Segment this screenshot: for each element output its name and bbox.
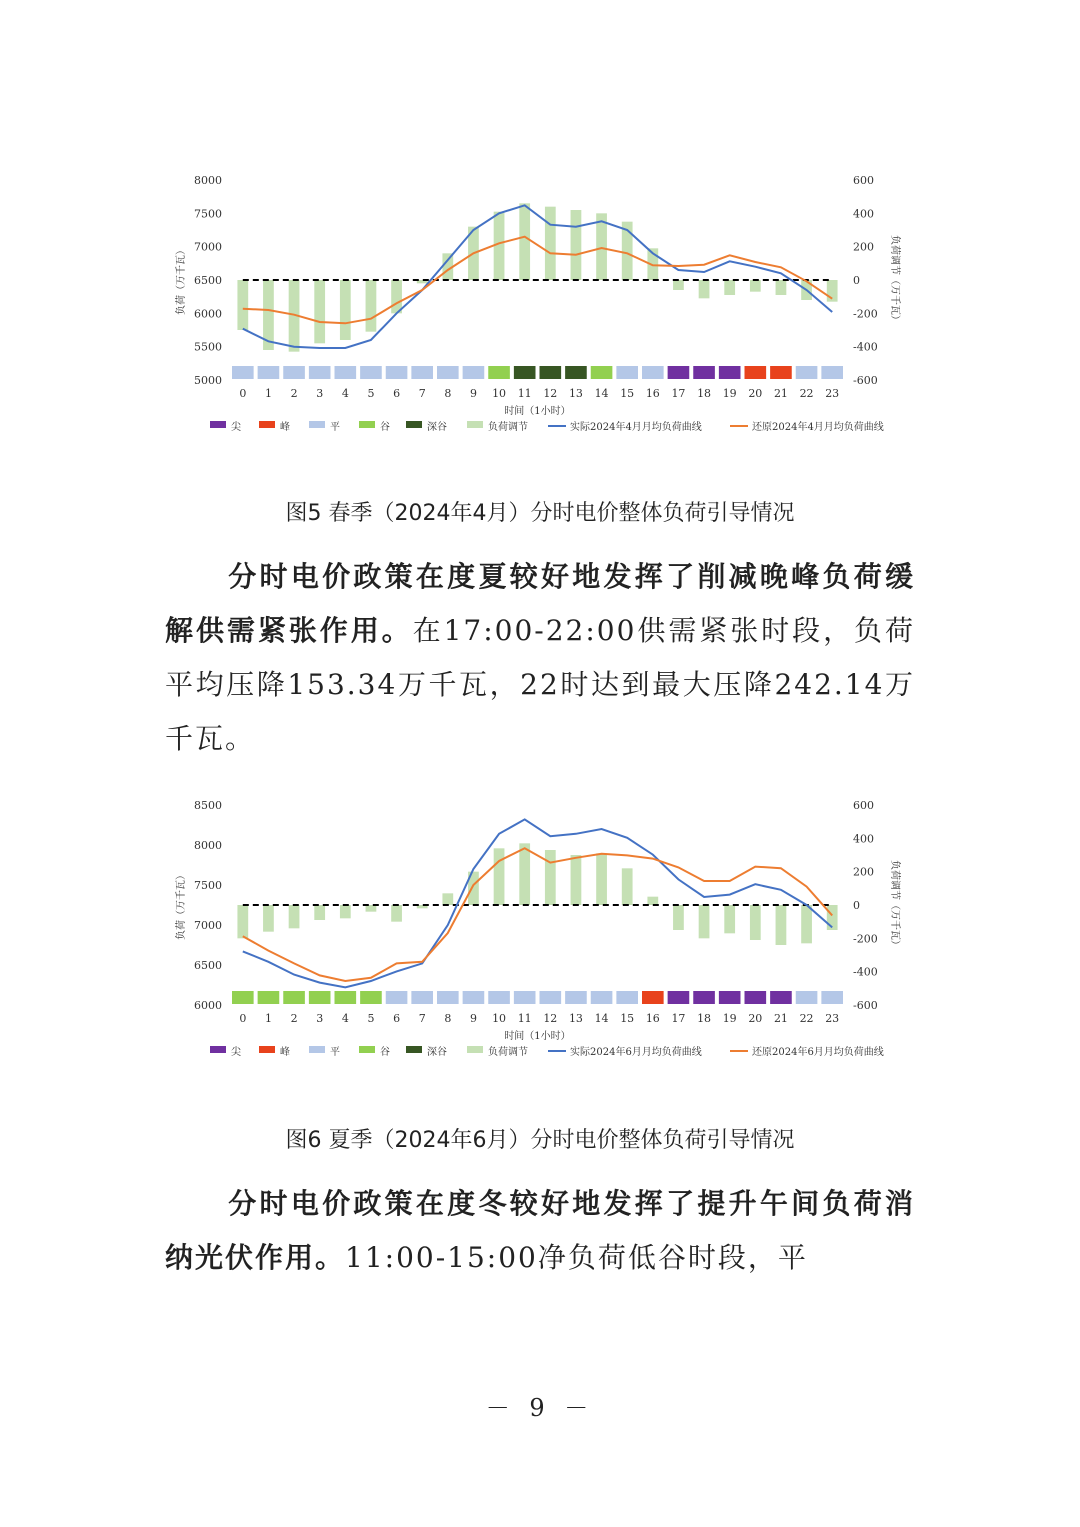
y-right-axis-title: 负荷调节（万千瓦） (889, 235, 900, 325)
x-tick-label: 10 (492, 1012, 507, 1025)
legend-label: 谷 (380, 422, 390, 433)
paragraph-summer-lead: 分时电价政策在度夏较好地发挥了削减晚峰负荷缓解供需紧张作用。 (165, 560, 915, 647)
period-cell-peak-top (693, 366, 715, 379)
period-cell-peak (745, 366, 767, 379)
y-right-tick-label: -600 (853, 374, 878, 387)
x-tick-label: 9 (469, 1012, 477, 1025)
adjustment-bar (314, 905, 325, 920)
period-cell-valley (309, 991, 331, 1004)
x-tick-label: 3 (316, 387, 324, 400)
adjustment-bar (289, 905, 300, 928)
adjustment-bar (237, 905, 248, 938)
legend-label: 还原2024年6月月均负荷曲线 (752, 1047, 884, 1058)
adjustment-bar (673, 905, 684, 930)
period-cell-peak (642, 991, 664, 1004)
x-tick-label: 8 (444, 387, 452, 400)
period-cell-peak-top (693, 991, 715, 1004)
period-cell-flat (463, 366, 485, 379)
chart-summer (0, 790, 1080, 1075)
x-tick-label: 6 (393, 1012, 401, 1025)
legend-swatch-adjust-bar (467, 421, 483, 428)
x-tick-label: 17 (671, 1012, 686, 1025)
period-cell-flat (488, 991, 510, 1004)
period-cell-flat (360, 366, 382, 379)
y-right-tick-label: -400 (853, 340, 878, 354)
legend-swatch-deep-valley (406, 1046, 422, 1053)
period-cell-flat (591, 991, 613, 1004)
x-tick-label: 8 (444, 1012, 452, 1025)
y-right-tick-label: 400 (853, 207, 874, 221)
period-cell-flat (309, 366, 331, 379)
x-tick-label: 11 (517, 1012, 532, 1025)
adjustment-bar (571, 210, 582, 280)
legend-swatch-flat (309, 1046, 325, 1053)
x-tick-label: 16 (645, 387, 660, 400)
period-cell-flat (821, 991, 843, 1004)
paragraph-summer (165, 550, 915, 766)
x-tick-label: 5 (367, 387, 375, 400)
period-cell-flat (565, 991, 587, 1004)
paragraph-winter (165, 1177, 915, 1285)
x-tick-label: 4 (341, 1012, 349, 1025)
y-right-tick-label: 0 (853, 899, 860, 912)
legend-label: 峰 (280, 422, 290, 433)
period-cell-peak-top (719, 991, 741, 1004)
adjustment-bar (699, 905, 710, 938)
period-cell-flat (386, 366, 408, 379)
legend-swatch-peak (259, 1046, 275, 1053)
x-tick-label: 18 (697, 387, 712, 400)
y-left-axis-title: 负荷（万千瓦） (176, 245, 187, 315)
period-cell-flat (232, 366, 254, 379)
period-cell-deep-valley (540, 366, 562, 379)
adjustment-bar (571, 855, 582, 905)
period-cell-deep-valley (565, 366, 587, 379)
period-cell-flat (540, 991, 562, 1004)
y-right-tick-label: -200 (853, 307, 878, 321)
legend-label: 峰 (280, 1047, 290, 1058)
y-right-tick-label: 200 (853, 240, 874, 254)
adjustment-bar (340, 280, 351, 340)
figure-caption-5: 图5 春季（2024年4月）分时电价整体负荷引导情况 (285, 501, 795, 526)
page-number: － 9 － (485, 1394, 595, 1422)
x-tick-label: 13 (568, 387, 583, 400)
x-tick-label: 21 (773, 1012, 788, 1025)
chart-spring (0, 165, 1080, 450)
y-right-tick-label: 200 (853, 865, 874, 879)
x-tick-label: 23 (825, 1012, 840, 1025)
legend-swatch-valley (359, 1046, 375, 1053)
x-tick-label: 2 (290, 1012, 298, 1025)
x-tick-label: 15 (620, 1012, 635, 1025)
figure-caption-6: 图6 夏季（2024年6月）分时电价整体负荷引导情况 (285, 1128, 795, 1153)
y-right-tick-label: -200 (853, 932, 878, 946)
adjustment-bar (673, 280, 684, 290)
x-tick-label: 5 (367, 1012, 375, 1025)
y-left-tick-label: 7000 (194, 919, 222, 932)
period-cell-flat (437, 366, 459, 379)
legend-swatch-valley (359, 421, 375, 428)
adjustment-bar (391, 905, 402, 922)
legend-label: 谷 (380, 1047, 390, 1058)
x-tick-label: 20 (748, 387, 763, 400)
y-left-tick-label: 7000 (194, 240, 222, 254)
legend-label: 平 (330, 1047, 340, 1058)
y-left-tick-label: 6500 (194, 274, 222, 287)
y-left-tick-label: 8500 (194, 799, 222, 812)
period-cell-flat (437, 991, 459, 1004)
y-left-tick-label: 6000 (194, 999, 222, 1012)
adjustment-bar (391, 280, 402, 313)
legend-swatch-adjust-bar (467, 1046, 483, 1053)
period-cell-peak (770, 366, 792, 379)
x-tick-label: 20 (748, 1012, 763, 1025)
adjustment-bar (776, 280, 787, 295)
x-tick-label: 1 (264, 387, 272, 400)
actual-load-line (243, 205, 832, 348)
x-tick-label: 18 (697, 1012, 712, 1025)
adjustment-bar (750, 905, 761, 940)
x-tick-label: 14 (594, 1012, 609, 1025)
legend-swatch-flat (309, 421, 325, 428)
paragraph-winter-body: 11:00-15:00净负荷低谷时段，平 (345, 1241, 808, 1274)
x-tick-label: 21 (773, 387, 788, 400)
period-cell-valley (335, 991, 357, 1004)
x-tick-label: 15 (620, 387, 635, 400)
adjustment-bar (622, 868, 633, 905)
x-tick-label: 22 (799, 387, 814, 400)
actual-load-line (243, 819, 832, 987)
period-cell-flat (335, 366, 357, 379)
adjustment-bar (519, 203, 530, 280)
period-cell-peak-top (668, 366, 690, 379)
adjustment-bar (340, 905, 351, 918)
x-tick-label: 2 (290, 387, 298, 400)
y-left-tick-label: 8000 (194, 839, 222, 852)
period-cell-flat (386, 991, 408, 1004)
adjustment-bar (442, 893, 453, 905)
period-cell-flat (821, 366, 843, 379)
x-axis-title: 时间（1小时） (504, 406, 571, 417)
period-cell-valley (283, 991, 305, 1004)
adjustment-bar (545, 207, 556, 280)
chart-spring-svg (0, 165, 1080, 450)
period-cell-flat (514, 991, 536, 1004)
period-cell-valley (591, 366, 613, 379)
period-cell-valley (232, 991, 254, 1004)
period-cell-peak-top (719, 366, 741, 379)
legend-label: 平 (330, 422, 340, 433)
period-cell-valley (258, 991, 280, 1004)
y-right-tick-label: -600 (853, 999, 878, 1012)
paragraph-summer-body: 在17:00-22:00供需紧张时段，负荷平均压降153.34万千瓦，22时达到最大压降242.14万千瓦。 (165, 614, 915, 755)
x-tick-label: 19 (722, 387, 737, 400)
period-cell-flat (616, 366, 638, 379)
chart-summer-svg (0, 790, 1080, 1075)
period-cell-flat (796, 991, 818, 1004)
adjustment-bar (724, 280, 735, 295)
legend-label: 还原2024年4月月均负荷曲线 (752, 422, 884, 433)
period-cell-flat (616, 991, 638, 1004)
x-tick-label: 7 (418, 1012, 426, 1025)
x-tick-label: 3 (316, 1012, 324, 1025)
period-cell-peak-top (668, 991, 690, 1004)
period-cell-flat (411, 991, 433, 1004)
x-tick-label: 1 (264, 1012, 272, 1025)
period-cell-flat (411, 366, 433, 379)
y-right-tick-label: 400 (853, 832, 874, 846)
period-cell-deep-valley (514, 366, 536, 379)
adjustment-bar (494, 848, 505, 905)
legend-label: 深谷 (427, 422, 447, 433)
x-tick-label: 6 (393, 387, 401, 400)
period-cell-flat (258, 366, 280, 379)
x-tick-label: 9 (469, 387, 477, 400)
adjustment-bar (647, 897, 658, 905)
period-cell-flat (283, 366, 305, 379)
y-left-tick-label: 6000 (194, 307, 222, 321)
x-tick-label: 0 (239, 387, 247, 400)
period-cell-peak-top (770, 991, 792, 1004)
adjustment-bar (314, 280, 325, 343)
period-cell-flat (463, 991, 485, 1004)
adjustment-bar (263, 905, 274, 932)
legend-label: 实际2024年4月月均负荷曲线 (570, 422, 702, 433)
paragraph-winter-lead: 分时电价政策在度冬较好地发挥了提升午间负荷消纳光伏作用。 (165, 1187, 915, 1274)
x-tick-label: 16 (645, 1012, 660, 1025)
y-right-tick-label: 0 (853, 274, 860, 287)
adjustment-bar (237, 280, 248, 330)
legend-label: 尖 (231, 422, 241, 433)
x-tick-label: 11 (517, 387, 532, 400)
x-tick-label: 22 (799, 1012, 814, 1025)
y-left-tick-label: 5500 (194, 340, 222, 354)
x-tick-label: 0 (239, 1012, 247, 1025)
period-cell-valley (488, 366, 510, 379)
legend-swatch-deep-valley (406, 421, 422, 428)
x-tick-label: 17 (671, 387, 686, 400)
x-axis-title: 时间（1小时） (504, 1031, 571, 1042)
x-tick-label: 14 (594, 387, 609, 400)
legend-label: 负荷调节 (488, 422, 528, 433)
x-tick-label: 13 (568, 1012, 583, 1025)
y-right-axis-title: 负荷调节（万千瓦） (889, 860, 900, 950)
adjustment-bar (366, 280, 377, 332)
y-right-tick-label: 600 (853, 799, 874, 812)
adjustment-bar (596, 853, 607, 905)
legend-swatch-peak (259, 421, 275, 428)
y-left-tick-label: 7500 (194, 207, 222, 221)
y-left-tick-label: 6500 (194, 959, 222, 972)
legend-label: 深谷 (427, 1047, 447, 1058)
adjustment-bar (776, 905, 787, 945)
legend-swatch-peak-top (210, 421, 226, 428)
adjustment-bar (545, 850, 556, 905)
x-tick-label: 19 (722, 1012, 737, 1025)
period-cell-flat (796, 366, 818, 379)
y-right-tick-label: 600 (853, 174, 874, 187)
legend-label: 实际2024年6月月均负荷曲线 (570, 1047, 702, 1058)
y-left-tick-label: 8000 (194, 174, 222, 187)
y-right-tick-label: -400 (853, 965, 878, 979)
x-tick-label: 10 (492, 387, 507, 400)
adjustment-bar (699, 280, 710, 298)
x-tick-label: 23 (825, 387, 840, 400)
y-left-axis-title: 负荷（万千瓦） (176, 870, 187, 940)
period-cell-flat (642, 366, 664, 379)
adjustment-bar (801, 905, 812, 943)
x-tick-label: 4 (341, 387, 349, 400)
restored-load-line (243, 848, 832, 981)
x-tick-label: 12 (543, 387, 558, 400)
y-left-tick-label: 7500 (194, 879, 222, 892)
period-cell-valley (360, 991, 382, 1004)
adjustment-bar (519, 843, 530, 905)
legend-swatch-peak-top (210, 1046, 226, 1053)
adjustment-bar (750, 280, 761, 292)
x-tick-label: 7 (418, 387, 426, 400)
x-tick-label: 12 (543, 1012, 558, 1025)
period-cell-peak-top (745, 991, 767, 1004)
y-left-tick-label: 5000 (194, 374, 222, 387)
legend-label: 负荷调节 (488, 1047, 528, 1058)
legend-label: 尖 (231, 1047, 241, 1058)
adjustment-bar (724, 905, 735, 933)
